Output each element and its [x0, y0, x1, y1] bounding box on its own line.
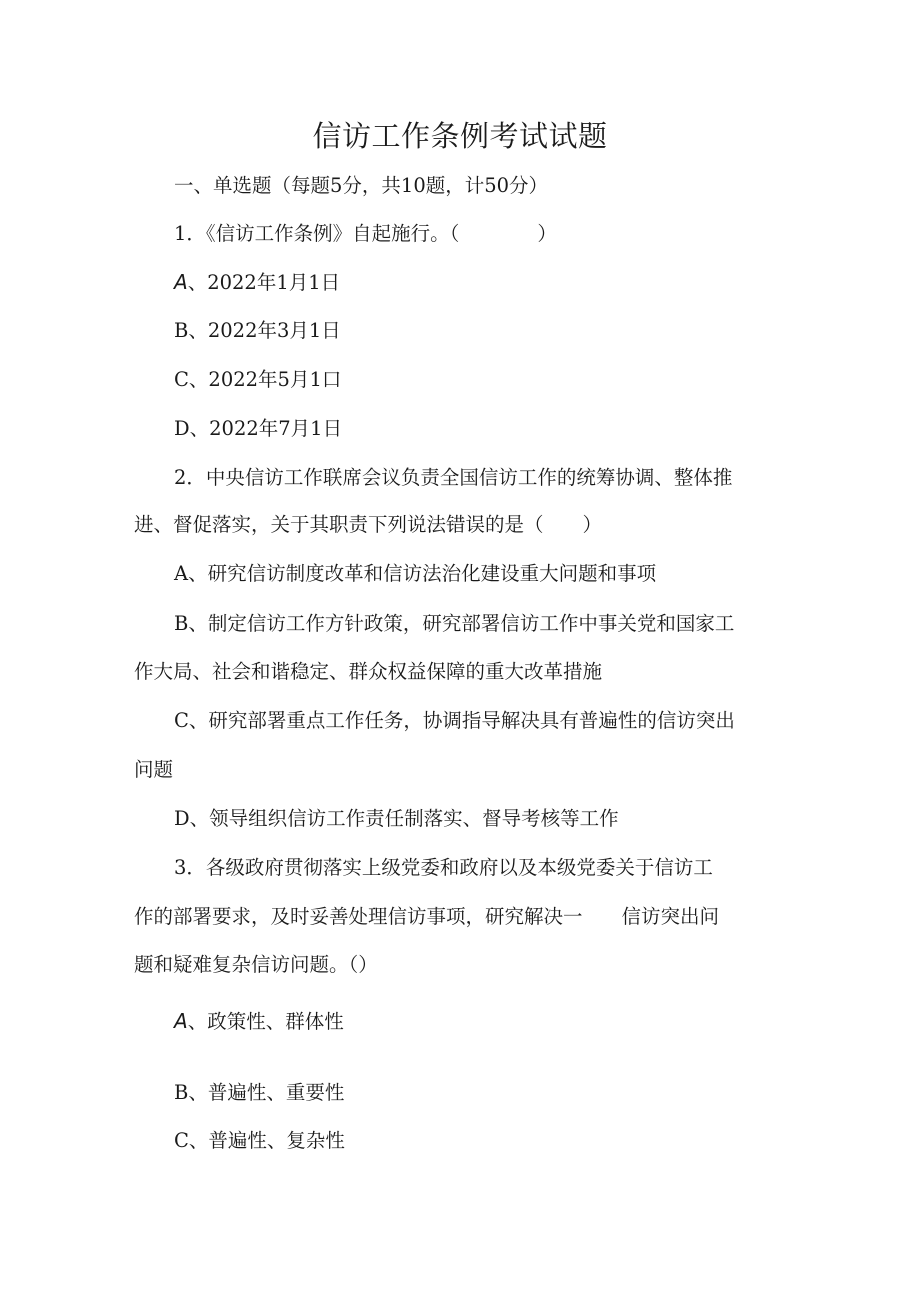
question-1-option-c: [174, 365, 341, 395]
option-text: 、领导组织信访工作责任制落实、督导考核等工作: [189, 807, 619, 830]
question-1-option-b: [174, 316, 341, 346]
question-2-option-b: [174, 609, 734, 639]
question-2-text-line-2: 进、督促落实，关于其职责下列说法错误的是（ ）: [134, 513, 603, 536]
question-3-text-line-2: 作的部署要求，及时妥善处理信访事项，研究解决一 信访突出问: [134, 905, 720, 928]
question-3-option-c: [174, 1126, 345, 1156]
question-1-option-d: [174, 414, 342, 444]
question-3-text-line-1: 3．各级政府贯彻落实上级党委和政府以及本级党委关于信访工: [174, 856, 713, 879]
option-text: 、2022年7月1日: [189, 417, 343, 440]
question-3-option-a: [174, 1006, 344, 1037]
option-letter: C: [174, 368, 189, 391]
option-text: 、政策性、群体性: [187, 1010, 344, 1033]
option-text: 、制定信访工作方针政策，研究部署信访工作中事关党和国家工: [188, 612, 735, 635]
option-letter: A: [174, 1009, 188, 1033]
option-text: 、研究信访制度改革和信访法治化建设重大问题和事项: [188, 562, 657, 585]
question-3-text-line-3: 题和疑难复杂信访问题。（）: [134, 953, 378, 976]
question-1-option-a: [174, 267, 340, 298]
option-letter: B: [174, 319, 189, 342]
option-letter: A: [174, 270, 188, 294]
section-heading: 一、单选题（每题5分，共10题，计50分）: [174, 174, 549, 197]
question-1-text: 1．《信访工作条例》自起施行。（ ）: [174, 222, 557, 245]
question-2-option-c-continued: 问题: [134, 758, 174, 781]
option-text: 、普遍性、重要性: [188, 1081, 345, 1104]
option-letter: B: [174, 1081, 189, 1104]
question-2-option-c: [174, 706, 735, 736]
option-letter: B: [174, 612, 189, 635]
question-2-text-line-1: 2．中央信访工作联席会议负责全国信访工作的统筹协调、整体推: [174, 466, 733, 489]
option-text: 、2022年1月1日: [187, 271, 341, 294]
document-title: 信访工作条例考试试题: [312, 119, 608, 153]
question-2-option-d: [174, 804, 619, 834]
option-letter: A: [174, 562, 189, 585]
option-text: 、2022年3月1日: [188, 319, 341, 342]
option-text: 、2022年5月1口: [188, 368, 342, 391]
question-2-option-b-continued: 作大局、社会和谐稳定、群众权益保障的重大改革措施: [134, 660, 603, 683]
option-letter: C: [174, 709, 189, 732]
option-letter: C: [174, 1129, 189, 1152]
option-text: 、普遍性、复杂性: [188, 1129, 345, 1152]
question-3-option-b: [174, 1078, 344, 1108]
option-letter: D: [174, 807, 190, 830]
option-letter: D: [174, 417, 190, 440]
question-2-option-a: [174, 559, 656, 589]
option-text: 、研究部署重点工作任务，协调指导解决具有普遍性的信访突出: [188, 709, 735, 732]
